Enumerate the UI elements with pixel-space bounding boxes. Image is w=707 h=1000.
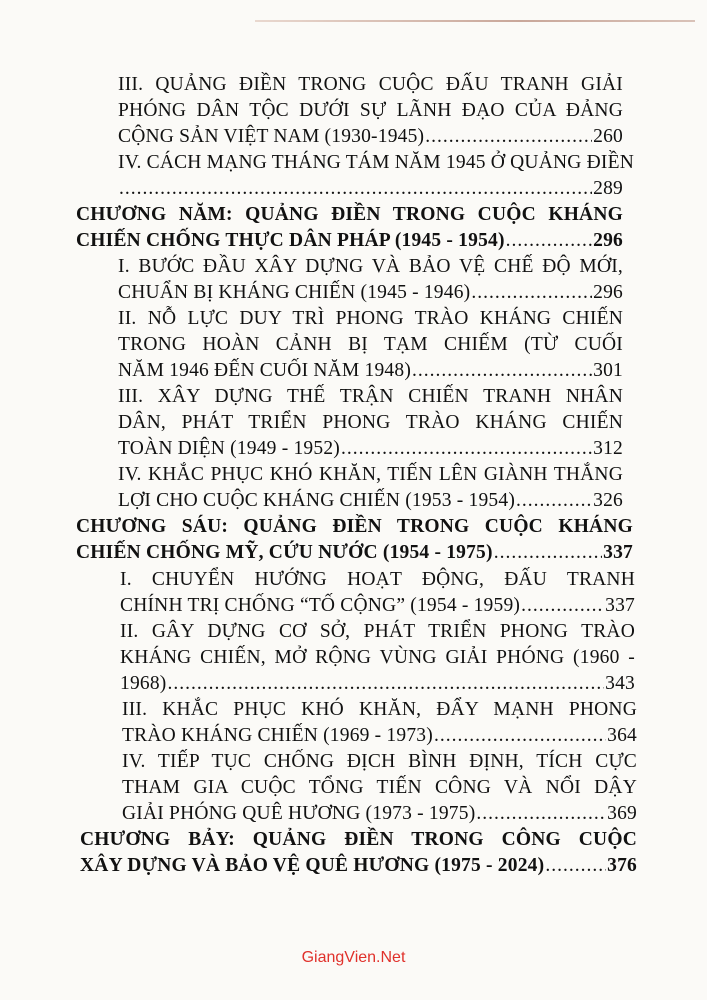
page-number: 326 [593,490,623,511]
toc-entry-link[interactable] [118,280,623,306]
toc-entry-line: II. NỖ LỰC DUY TRÌ PHONG TRÀO KHÁNG CHIẾN [118,308,623,329]
toc-entry-line: I. BƯỚC ĐẦU XÂY DỰNG VÀ BẢO VỆ CHẾ ĐỘ MỚI, [118,256,623,277]
toc-entry-link[interactable] [122,723,637,749]
page-number: 343 [605,673,635,694]
toc-entry-line: THAM GIA CUỘC TỔNG TIẾN CÔNG VÀ NỔI DẬY [122,777,637,798]
leader-dots [119,176,592,202]
page-number: 376 [607,855,637,876]
page-number: 312 [593,438,623,459]
chapter-title: CHIẾN CHỐNG MỸ, CỨU NƯỚC (1954 - 1975) [76,542,493,563]
leader-dots [434,723,606,749]
toc-entry-line: IV. KHẮC PHỤC KHÓ KHĂN, TIẾN LÊN GIÀNH THẮNG [118,464,623,485]
leader-dots [168,671,605,697]
chapter-heading: CHƯƠNG BẢY: QUẢNG ĐIỀN TRONG CÔNG CUỘC [80,829,637,850]
page-number: 296 [593,282,623,303]
watermark: GiangVien.Net [301,949,406,966]
toc-entry-title: 1968) [120,673,167,694]
toc-entry-title: CHUẨN BỊ KHÁNG CHIẾN (1945 - 1946) [118,282,471,303]
toc-entry-link[interactable] [76,540,633,566]
toc-entry-line: III. QUẢNG ĐIỀN TRONG CUỘC ĐẤU TRANH GIẢI [118,74,623,95]
toc-entry-line: DÂN, PHÁT TRIỂN PHONG TRÀO KHÁNG CHIẾN [118,412,623,433]
toc-entry-title: LỢI CHO CUỘC KHÁNG CHIẾN (1953 - 1954) [118,490,516,511]
toc-entry-link[interactable] [118,358,623,384]
toc-entry-title: TRÀO KHÁNG CHIẾN (1969 - 1973) [122,725,433,746]
toc-entry-title: TOÀN DIỆN (1949 - 1952) [118,438,340,459]
top-rule [255,20,695,22]
leader-dots [425,124,592,150]
toc-entry-link[interactable] [120,593,635,619]
toc-entry-line: I. CHUYỂN HƯỚNG HOẠT ĐỘNG, ĐẤU TRANH [120,569,635,590]
leader-dots [494,540,602,566]
leader-dots [506,228,592,254]
toc-entry-link[interactable] [118,176,623,202]
leader-dots [341,436,592,462]
leader-dots [412,358,592,384]
toc-entry-line: PHÓNG DÂN TỘC DƯỚI SỰ LÃNH ĐẠO CỦA ĐẢNG [118,100,623,121]
leader-dots [476,801,606,827]
page-number: 289 [593,178,623,199]
page-number: 296 [593,230,623,251]
chapter-title: CHIẾN CHỐNG THỰC DÂN PHÁP (1945 - 1954) [76,230,505,251]
toc-entry-title: GIẢI PHÓNG QUÊ HƯƠNG (1973 - 1975) [122,803,476,824]
toc-entry-link[interactable] [80,853,637,879]
toc-entry-line: II. GÂY DỰNG CƠ SỞ, PHÁT TRIỂN PHONG TRÀO [120,621,635,642]
leader-dots [545,853,606,879]
toc-entry-link[interactable] [122,801,637,827]
page-number: 337 [605,595,635,616]
page-number: 301 [593,360,623,381]
page-number: 369 [607,803,637,824]
toc-entry-line: TRONG HOÀN CẢNH BỊ TẠM CHIẾM (TỪ CUỐI [118,334,623,355]
chapter-title: XÂY DỰNG VÀ BẢO VỆ QUÊ HƯƠNG (1975 - 2024) [80,855,545,876]
toc-entry-line: III. XÂY DỰNG THẾ TRẬN CHIẾN TRANH NHÂN [118,386,623,407]
chapter-heading: CHƯƠNG NĂM: QUẢNG ĐIỀN TRONG CUỘC KHÁNG [76,204,623,225]
toc-entry-title: CHÍNH TRỊ CHỐNG “TỐ CỘNG” (1954 - 1959) [120,595,521,616]
chapter-heading: CHƯƠNG SÁU: QUẢNG ĐIỀN TRONG CUỘC KHÁNG [76,516,633,537]
toc-entry-line: IV. CÁCH MẠNG THÁNG TÁM NĂM 1945 Ở QUẢNG ĐIỀN [118,152,635,173]
leader-dots [471,280,592,306]
page-number: 364 [607,725,637,746]
toc-entry-link[interactable] [118,436,623,462]
toc-entry-link[interactable] [118,488,623,514]
leader-dots [521,593,604,619]
toc-entry-link[interactable] [76,228,623,254]
toc-entry-title: CỘNG SẢN VIỆT NAM (1930-1945) [118,126,425,147]
toc-entry-line: III. KHẮC PHỤC KHÓ KHĂN, ĐẨY MẠNH PHONG [122,699,637,720]
toc-entry-link[interactable] [120,671,635,697]
toc-entry-line: IV. TIẾP TỤC CHỐNG ĐỊCH BÌNH ĐỊNH, TÍCH CỰC [122,751,637,772]
toc-entry-title: NĂM 1946 ĐẾN CUỐI NĂM 1948) [118,360,412,381]
leader-dots [516,488,592,514]
page-number: 260 [593,126,623,147]
toc-entry-link[interactable] [118,124,623,150]
page-number: 337 [603,542,633,563]
toc-entry-line: KHÁNG CHIẾN, MỞ RỘNG VÙNG GIẢI PHÓNG (1960 - [120,647,635,668]
